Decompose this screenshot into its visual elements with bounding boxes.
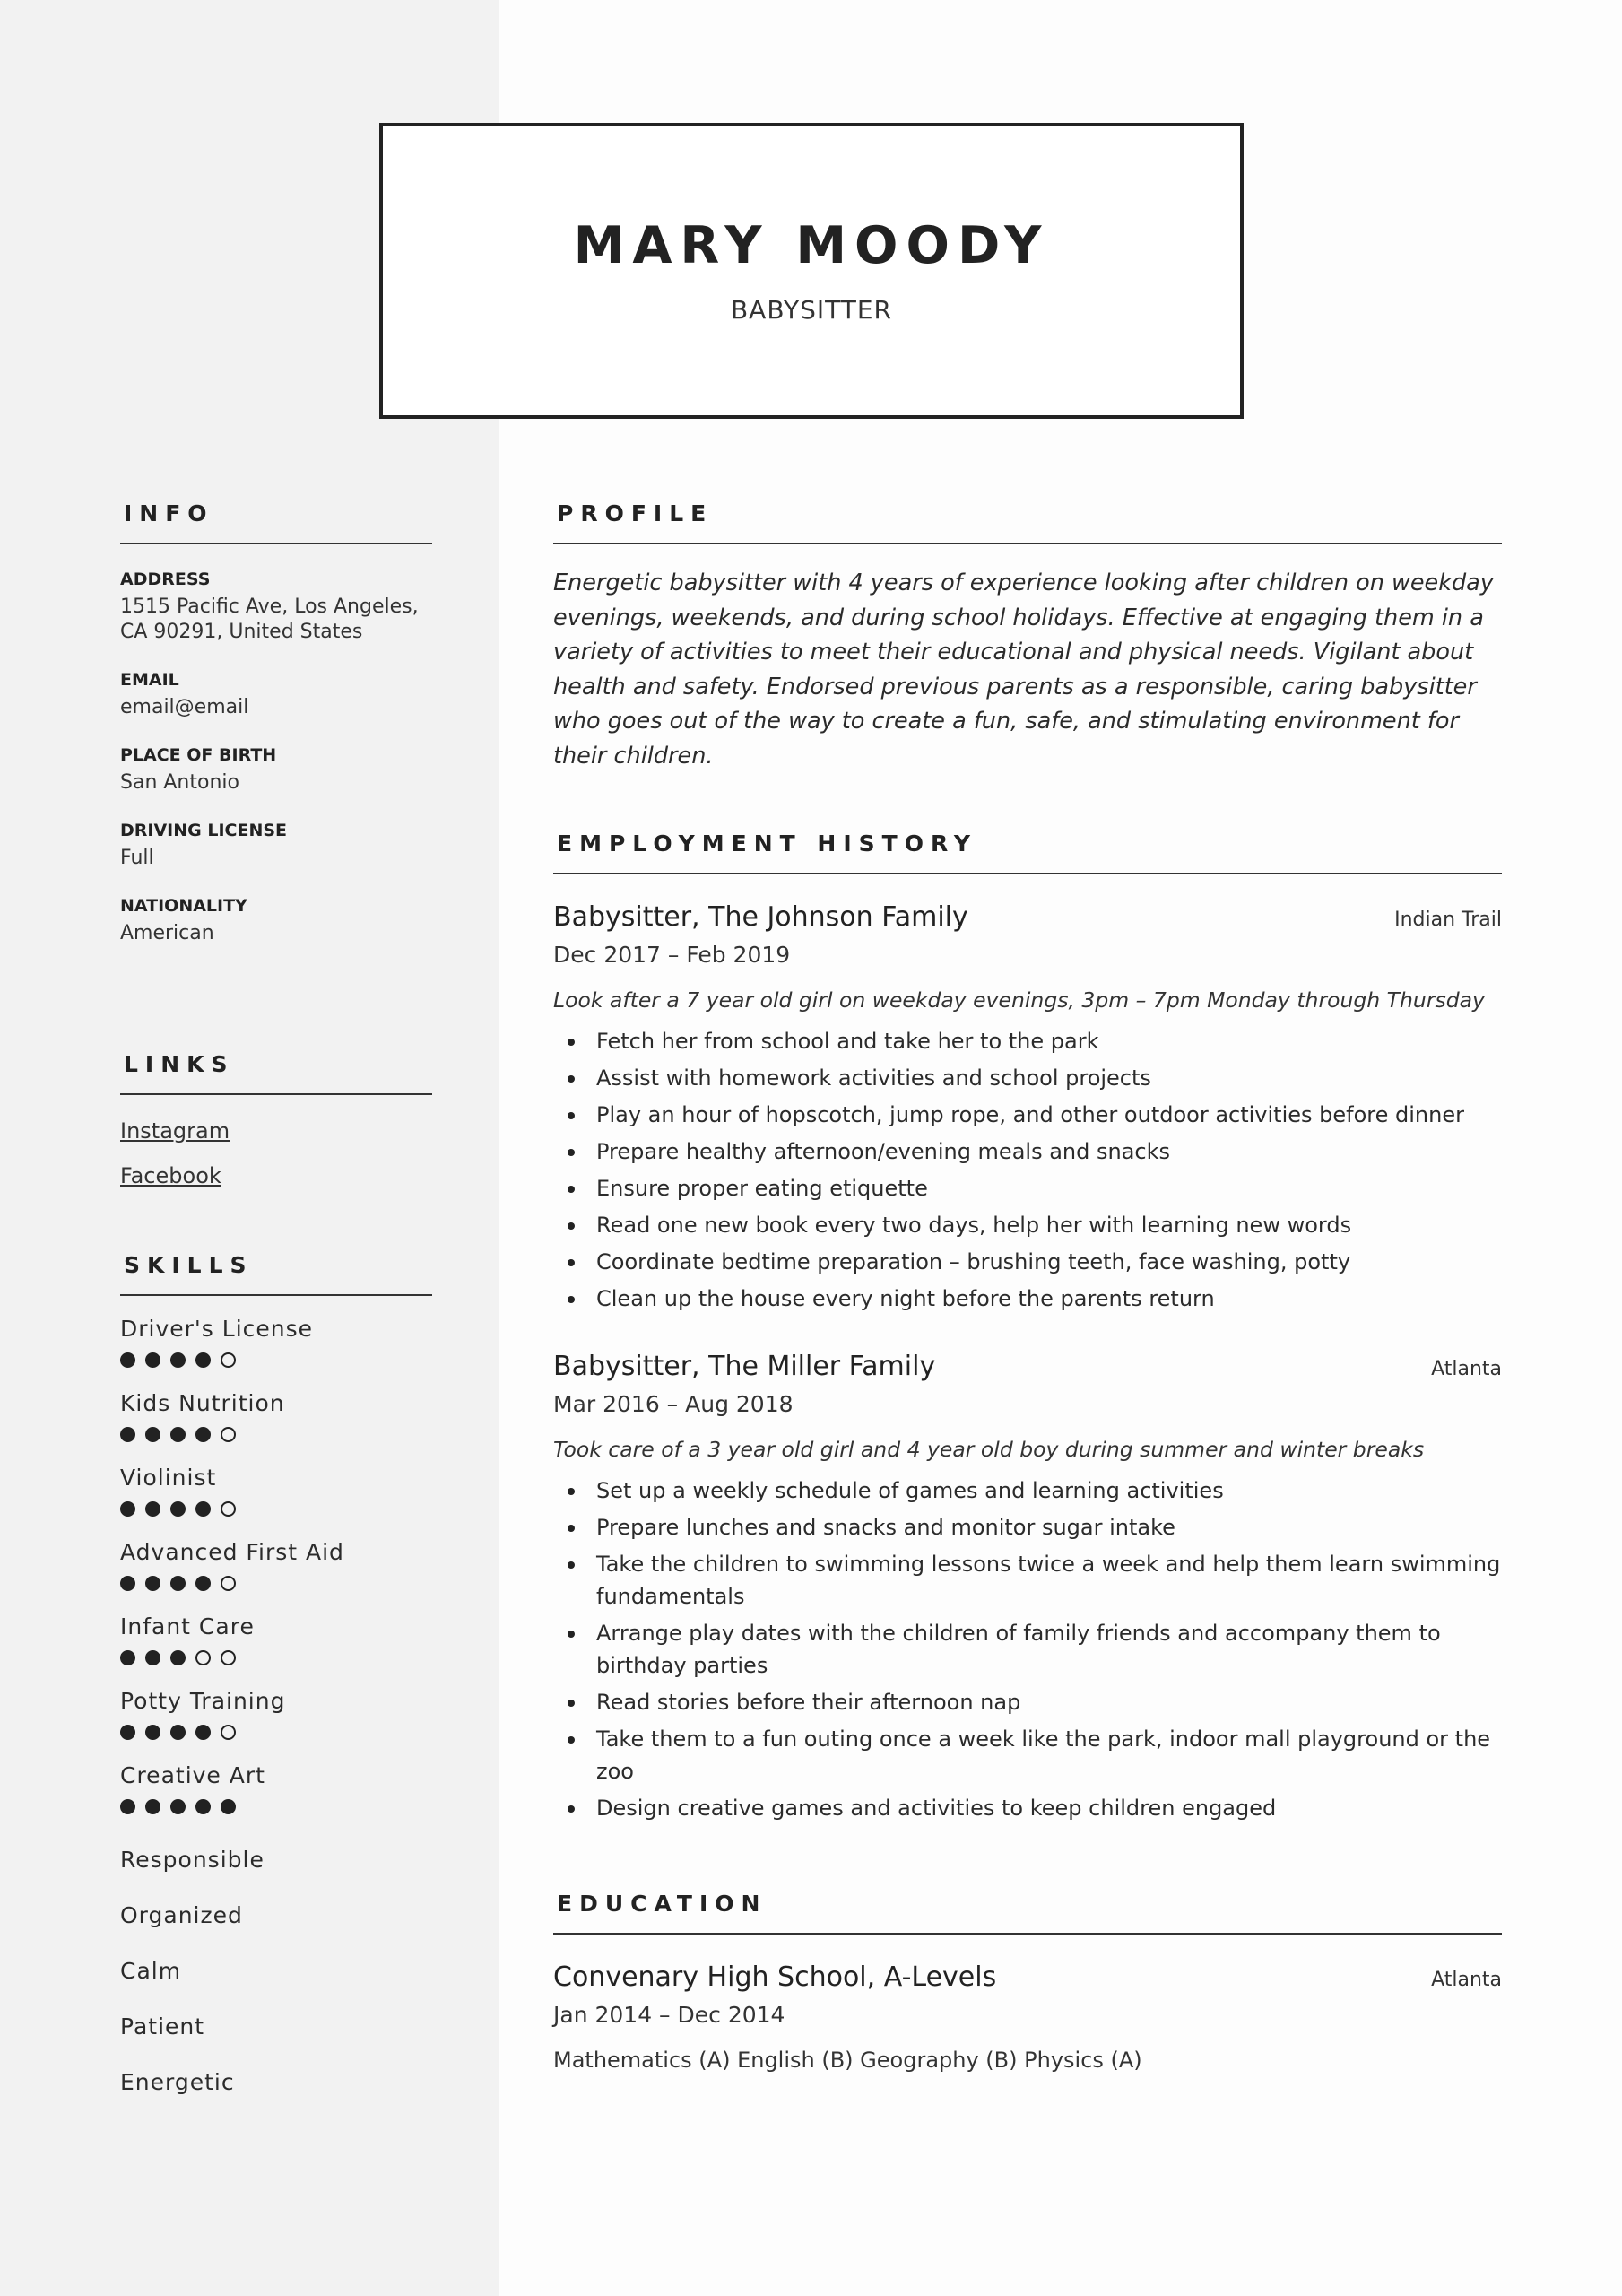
filled-dot-icon <box>195 1501 211 1517</box>
empty-dot-icon <box>221 1501 236 1517</box>
info-nationality <box>120 896 432 946</box>
filled-dot-icon <box>195 1725 211 1740</box>
profile-heading: PROFILE <box>553 500 1502 544</box>
info-value: 1515 Pacific Ave, Los Angeles, CA 90291, United States <box>120 596 419 643</box>
job-title: Babysitter, The Johnson Family <box>553 901 968 933</box>
job-title: Babysitter, The Miller Family <box>553 1351 936 1382</box>
links-heading: LINKS <box>120 1051 432 1095</box>
skills-section <box>120 1252 432 2095</box>
job-summary: Took care of a 3 year old girl and 4 year old boy during summer and winter breaks <box>553 1437 1425 1462</box>
skill-item <box>120 1613 432 1668</box>
skill-level-dots <box>120 1427 432 1445</box>
empty-dot-icon <box>221 1725 236 1740</box>
skill-level-dots <box>120 1725 432 1743</box>
empty-dot-icon <box>195 1650 211 1665</box>
filled-dot-icon <box>145 1427 160 1442</box>
job-bullet: Fetch her from school and take her to the park <box>553 1025 1502 1057</box>
filled-dot-icon <box>195 1352 211 1368</box>
skill-level-dots <box>120 1352 432 1370</box>
info-heading: INFO <box>120 500 432 544</box>
filled-dot-icon <box>120 1501 135 1517</box>
skill-level-dots <box>120 1501 432 1519</box>
job-bullet-list <box>553 1474 1502 1824</box>
skill-item <box>120 1316 432 1370</box>
skill-item <box>120 1688 432 1743</box>
job-bullet: Design creative games and activities to keep children engaged <box>553 1792 1502 1824</box>
links-section <box>120 1051 432 1188</box>
job-summary: Look after a 7 year old girl on weekday evenings, 3pm – 7pm Monday through Thursday <box>553 987 1485 1013</box>
filled-dot-icon <box>195 1576 211 1591</box>
instagram-link[interactable]: Instagram <box>120 1118 230 1144</box>
skill-name: Advanced First Aid <box>120 1539 344 1565</box>
info-address <box>120 570 432 645</box>
job-dates: Mar 2016 – Aug 2018 <box>553 1391 794 1417</box>
filled-dot-icon <box>195 1799 211 1814</box>
empty-dot-icon <box>221 1427 236 1442</box>
skill-item: Energetic <box>120 2069 235 2095</box>
filled-dot-icon <box>170 1352 186 1368</box>
job-bullet: Take the children to swimming lessons twice a week and help them learn swimming fundamentals <box>553 1548 1502 1613</box>
filled-dot-icon <box>120 1650 135 1665</box>
job-city: Indian Trail <box>1394 909 1502 931</box>
filled-dot-icon <box>170 1799 186 1814</box>
info-label: DRIVING LICENSE <box>120 821 288 840</box>
empty-dot-icon <box>221 1352 236 1368</box>
skill-name: Infant Care <box>120 1613 255 1639</box>
job-bullet: Set up a weekly schedule of games and learning activities <box>553 1474 1502 1507</box>
info-place-of-birth <box>120 745 432 796</box>
info-label: EMAIL <box>120 670 179 690</box>
job-entry <box>553 901 1502 1315</box>
filled-dot-icon <box>120 1725 135 1740</box>
skill-name: Creative Art <box>120 1762 265 1788</box>
empty-dot-icon <box>221 1650 236 1665</box>
name-header-box <box>379 123 1244 419</box>
job-bullet: Ensure proper eating etiquette <box>553 1172 1502 1205</box>
profile-text: Energetic babysitter with 4 years of experience looking after children on weekday evenings, weekends, and during school holidays. Effective at engaging them in a variety of activities to meet their educational and physical needs. Vigilant about health and safety. Endorsed previous parents as a responsible, caring babysitter who goes out of the way to create a fun, safe, and stimulating environment for their children. <box>553 570 1494 770</box>
job-bullet: Prepare healthy afternoon/evening meals and snacks <box>553 1135 1502 1168</box>
info-section <box>120 500 432 946</box>
skill-name: Kids Nutrition <box>120 1390 285 1416</box>
job-bullet: Read stories before their afternoon nap <box>553 1686 1502 1718</box>
filled-dot-icon <box>145 1352 160 1368</box>
info-value: Full <box>120 847 154 869</box>
candidate-title: BABYSITTER <box>730 295 893 325</box>
skill-item <box>120 1539 432 1594</box>
info-value: email@email <box>120 696 249 718</box>
job-bullet-list <box>553 1025 1502 1315</box>
filled-dot-icon <box>120 1576 135 1591</box>
info-value: San Antonio <box>120 771 239 794</box>
info-driving-license <box>120 821 432 871</box>
filled-dot-icon <box>170 1650 186 1665</box>
skill-name: Driver's License <box>120 1316 314 1342</box>
job-bullet: Clean up the house every night before the parents return <box>553 1283 1502 1315</box>
education-heading: EDUCATION <box>553 1891 1502 1935</box>
job-bullet: Arrange play dates with the children of family friends and accompany them to birthday parties <box>553 1617 1502 1682</box>
info-email <box>120 670 432 720</box>
skills-heading: SKILLS <box>120 1252 432 1296</box>
skill-level-dots <box>120 1576 432 1594</box>
profile-section <box>553 500 1502 773</box>
job-bullet: Prepare lunches and snacks and monitor sugar intake <box>553 1511 1502 1544</box>
job-dates: Dec 2017 – Feb 2019 <box>553 942 791 968</box>
job-bullet: Play an hour of hopscotch, jump rope, and other outdoor activities before dinner <box>553 1099 1502 1131</box>
skill-item: Responsible <box>120 1847 265 1873</box>
skill-item: Calm <box>120 1958 182 1984</box>
facebook-link[interactable]: Facebook <box>120 1163 221 1188</box>
skill-item: Organized <box>120 1902 243 1928</box>
education-dates: Jan 2014 – Dec 2014 <box>553 2002 785 2028</box>
filled-dot-icon <box>170 1427 186 1442</box>
skill-item <box>120 1762 432 1817</box>
skill-item <box>120 1465 432 1519</box>
filled-dot-icon <box>145 1501 160 1517</box>
filled-dot-icon <box>221 1799 236 1814</box>
job-bullet: Coordinate bedtime preparation – brushing teeth, face washing, potty <box>553 1246 1502 1278</box>
filled-dot-icon <box>120 1352 135 1368</box>
filled-dot-icon <box>145 1576 160 1591</box>
skill-item <box>120 1390 432 1445</box>
education-details: Mathematics (A) English (B) Geography (B) Physics (A) <box>553 2048 1142 2073</box>
filled-dot-icon <box>170 1576 186 1591</box>
skill-name: Violinist <box>120 1465 217 1491</box>
job-entry <box>553 1351 1502 1824</box>
education-section <box>553 1891 1502 2073</box>
candidate-name: MARY MOODY <box>573 216 1050 275</box>
info-label: PLACE OF BIRTH <box>120 745 277 765</box>
job-bullet: Take them to a fun outing once a week like the park, indoor mall playground or the zoo <box>553 1723 1502 1787</box>
employment-section <box>553 831 1502 1829</box>
filled-dot-icon <box>145 1725 160 1740</box>
education-entry <box>553 1961 1502 2073</box>
filled-dot-icon <box>120 1427 135 1442</box>
info-label: ADDRESS <box>120 570 211 589</box>
info-label: NATIONALITY <box>120 896 247 916</box>
employment-heading: EMPLOYMENT HISTORY <box>553 831 1502 874</box>
plain-skills-list <box>120 1847 432 2095</box>
job-bullet: Assist with homework activities and school projects <box>553 1062 1502 1094</box>
filled-dot-icon <box>145 1650 160 1665</box>
skill-level-dots <box>120 1799 432 1817</box>
filled-dot-icon <box>145 1799 160 1814</box>
filled-dot-icon <box>195 1427 211 1442</box>
filled-dot-icon <box>170 1725 186 1740</box>
job-bullet: Read one new book every two days, help her with learning new words <box>553 1209 1502 1241</box>
skill-item: Patient <box>120 2013 205 2039</box>
skill-level-dots <box>120 1650 432 1668</box>
job-city: Atlanta <box>1431 1358 1502 1380</box>
education-title: Convenary High School, A-Levels <box>553 1961 997 1993</box>
filled-dot-icon <box>120 1799 135 1814</box>
info-value: American <box>120 922 214 944</box>
education-city: Atlanta <box>1431 1969 1502 1991</box>
empty-dot-icon <box>221 1576 236 1591</box>
skill-name: Potty Training <box>120 1688 286 1714</box>
rated-skills-list <box>120 1316 432 1817</box>
filled-dot-icon <box>170 1501 186 1517</box>
